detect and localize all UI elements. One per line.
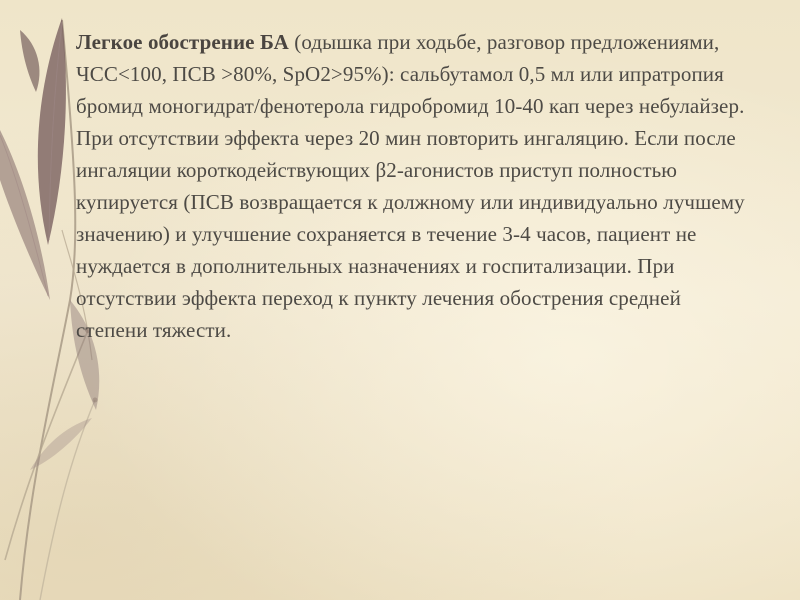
slide-body-text: [76, 26, 756, 346]
slide-heading-bold: Легкое обострение БА: [76, 30, 289, 54]
slide-paragraph: (одышка при ходьбе, разговор предложениями, ЧСС<100, ПСВ >80%, SpO2>95%): сальбутамол 0,5 мл или ипратропия бромид моногидрат/фенотерола гидробромид 10-40 кап через небулайзер. При отсутствии эффекта через 20 мин повторить ингаляцию. Если после ингаляции короткодействующих β2-агонистов приступ полностью купируется (ПСВ возвращается к должному или индивидуально лучшему значению) и улучшение сохраняется в течение 3-4 часов, пациент не нуждается в дополнительных назначениях и госпитализации. При отсутствии эффекта переход к пункту лечения обострения средней степени тяжести.: [76, 30, 745, 342]
